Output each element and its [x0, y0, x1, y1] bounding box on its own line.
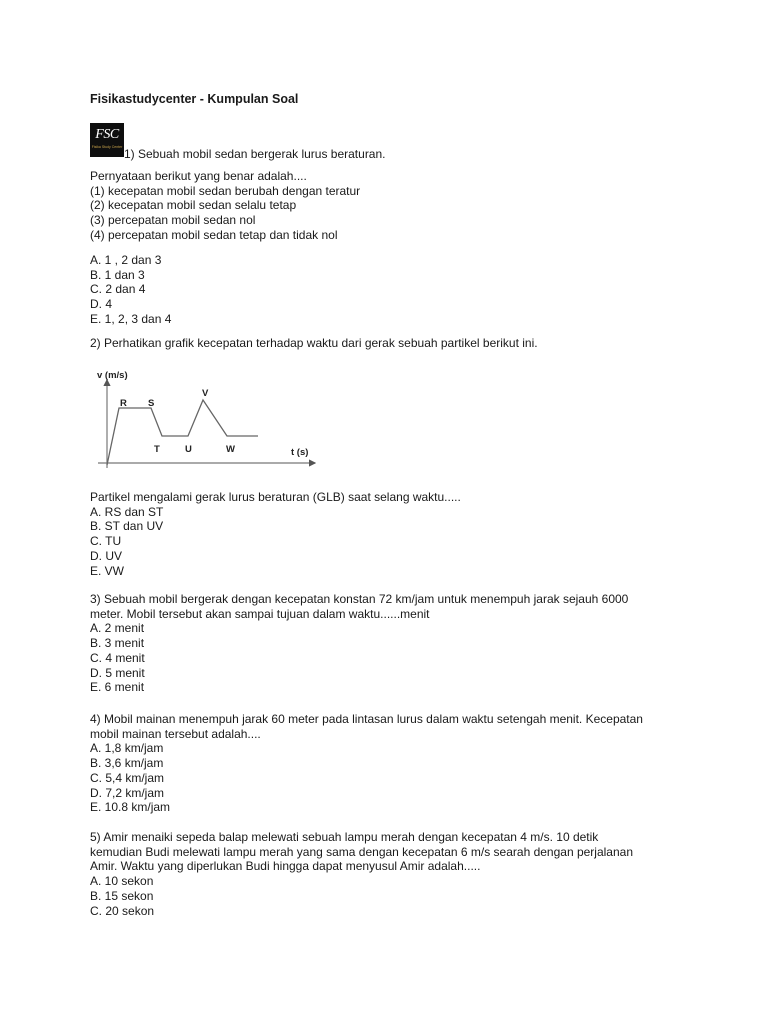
q1-options: [90, 253, 171, 327]
point-label-s: S: [148, 398, 155, 409]
q2-option-a: A. RS dan ST: [90, 504, 164, 519]
q1-statement: (3) percepatan mobil sedan nol: [90, 213, 256, 228]
logo-text: FSC: [95, 127, 119, 142]
point-label-u: U: [185, 444, 192, 455]
point-label-w: W: [226, 444, 235, 455]
q4-option-e: E. 10.8 km/jam: [90, 800, 171, 815]
q2-option-d: D. UV: [90, 548, 123, 563]
q3-option-d: D. 5 menit: [90, 665, 145, 680]
q5-line: 5) Amir menaiki sepeda balap melewati sebuah lampu merah dengan kecepatan 4 m/s. 10 detik: [90, 830, 599, 844]
q3-option-c: C. 4 menit: [90, 650, 145, 665]
q2-option-e: E. VW: [90, 563, 125, 578]
q2-body: [90, 490, 461, 578]
q1-statement: (1) kecepatan mobil sedan berubah dengan teratur: [90, 183, 361, 198]
q3-option-b: B. 3 menit: [90, 636, 145, 651]
q2-option-c: C. TU: [90, 534, 122, 549]
q4-line: mobil mainan tersebut adalah....: [90, 726, 261, 741]
q1-statement: (4) percepatan mobil sedan tetap dan tidak nol: [90, 227, 338, 242]
velocity-time-graph: [90, 362, 330, 474]
q4-option-d: D. 7,2 km/jam: [90, 785, 165, 800]
q5-line: kemudian Budi melewati lampu merah yang sama dengan kecepatan 6 m/s searah dengan perjalanan: [90, 844, 634, 859]
q1-option-d: D. 4: [90, 297, 113, 312]
q5-body: [90, 830, 633, 918]
q1-option-c: C. 2 dan 4: [90, 282, 146, 297]
q2-stem: 2) Perhatikan grafik kecepatan terhadap waktu dari gerak sebuah partikel berikut ini.: [90, 336, 538, 350]
page-title: Fisikastudycenter - Kumpulan Soal: [90, 92, 299, 106]
q1-statement: (2) kecepatan mobil sedan selalu tetap: [90, 198, 297, 213]
q3-option-a: A. 2 menit: [90, 621, 145, 636]
q1-stem: 1) Sebuah mobil sedan bergerak lurus beraturan.: [124, 147, 386, 161]
q3-line: meter. Mobil tersebut akan sampai tujuan dalam waktu......menit: [90, 606, 430, 621]
q5-option-a: A. 10 sekon: [90, 874, 154, 889]
q5-line: Amir. Waktu yang diperlukan Budi hingga dapat menyusul Amir adalah.....: [90, 859, 481, 874]
q2-option-b: B. ST dan UV: [90, 519, 164, 534]
fsc-logo: [90, 123, 124, 157]
q3-option-e: E. 6 menit: [90, 680, 145, 695]
x-axis-label: t (s): [291, 447, 309, 458]
q3-body: [90, 592, 628, 695]
logo-subtext: Fisika Study Center: [91, 145, 123, 149]
q5-option-b: B. 15 sekon: [90, 888, 154, 903]
q1-statements: [90, 169, 360, 243]
point-label-r: R: [120, 398, 127, 409]
q4-body: [90, 712, 643, 815]
y-axis-label: v (m/s): [97, 370, 128, 381]
q5-option-c: C. 20 sekon: [90, 903, 155, 918]
q2-prompt: Partikel mengalami gerak lurus beraturan (GLB) saat selang waktu.....: [90, 490, 461, 504]
q4-option-b: B. 3,6 km/jam: [90, 756, 164, 771]
q4-option-a: A. 1,8 km/jam: [90, 741, 164, 756]
q1-option-a: A. 1 , 2 dan 3: [90, 253, 162, 267]
q4-line: 4) Mobil mainan menempuh jarak 60 meter pada lintasan lurus dalam waktu setengah menit. Kecepatan: [90, 712, 643, 726]
point-label-v: V: [202, 388, 209, 399]
q1-prompt: Pernyataan berikut yang benar adalah....: [90, 169, 307, 183]
point-label-t: T: [154, 444, 160, 455]
q1-option-b: B. 1 dan 3: [90, 267, 145, 282]
q4-option-c: C. 5,4 km/jam: [90, 770, 165, 785]
q3-line: 3) Sebuah mobil bergerak dengan kecepatan konstan 72 km/jam untuk menempuh jarak sejauh 6000: [90, 592, 629, 606]
velocity-line: [107, 400, 258, 465]
q1-option-e: E. 1, 2, 3 dan 4: [90, 311, 172, 326]
